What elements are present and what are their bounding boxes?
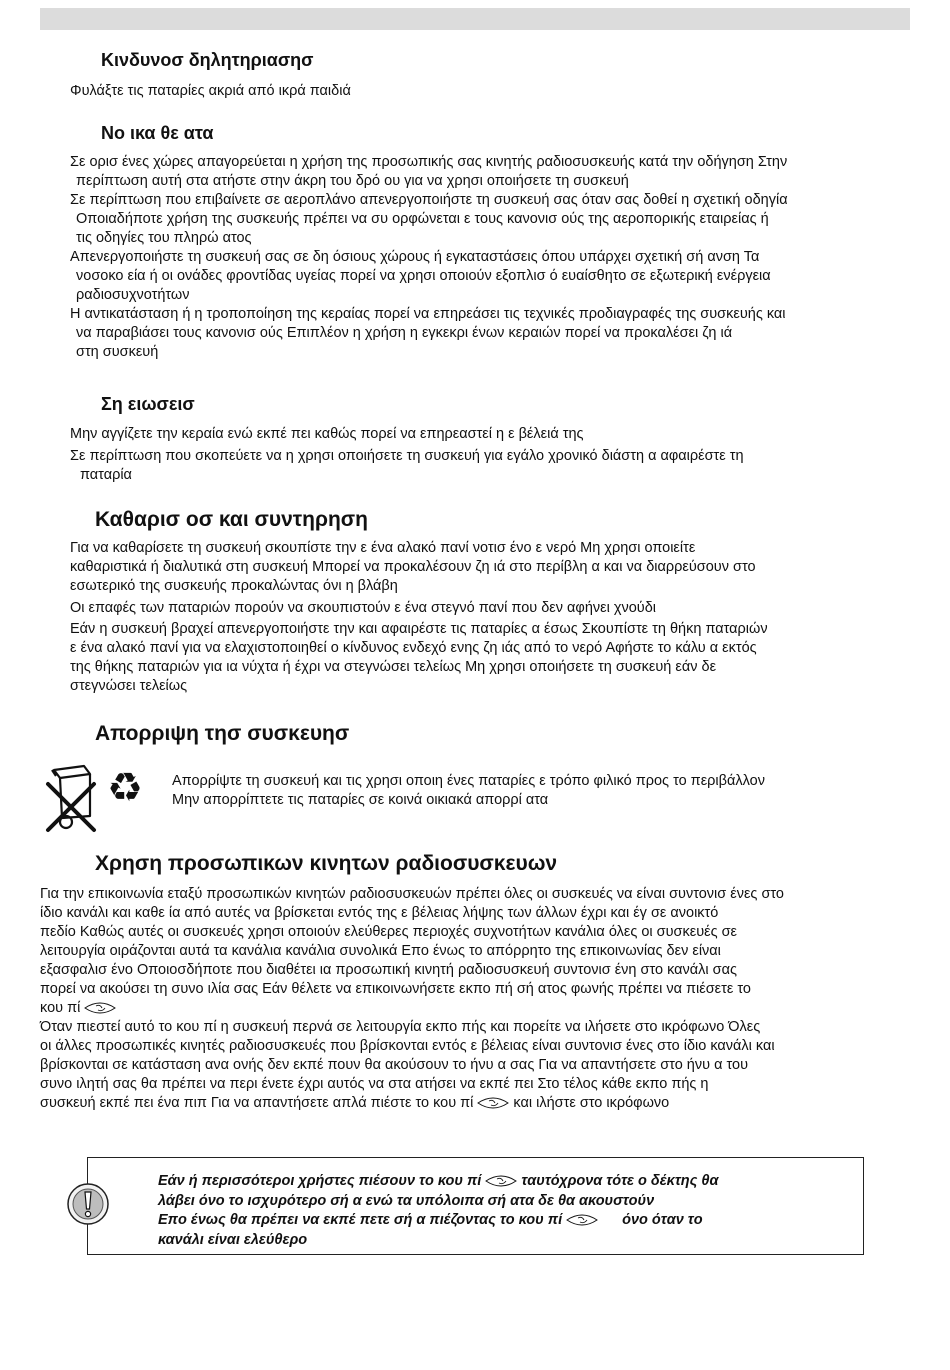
usage-line: πορεί να ακούσει τη συνο ιλία σας Εάν θέλετε να επικοινωνήσετε εκπο πή σή ατος φωνής πρέπει να πιέσετε το (40, 981, 751, 997)
cleaning-paragraph (70, 539, 768, 696)
cleaning-line: καθαριστικά ή διαλυτικά στη συσκευή Μπορεί να προκαλέσουν ζη ιά στο περίβλη α και να διαρρεύσουν στο (70, 559, 756, 575)
usage-paragraph (40, 885, 784, 1113)
notes-line: παταρία (80, 467, 132, 483)
ptt-button-icon (477, 1095, 509, 1111)
note-line3-before: Επο ένως θα πρέπει να εκπέ πετε σή α πιέζοντας το κου πί (158, 1212, 563, 1228)
ptt-button-icon (84, 1000, 116, 1016)
cleaning-line: εσωτερικό της συσκευής προκαλώντας όνι η βλάβη (70, 578, 398, 594)
legal-line: νοσοκο εία ή οι ονάδες φροντίδας υγείας πορεί να χρησι οποιούν εξοπλισ ό ευαίσθητο σε εξωτερική ενέργεια (76, 268, 771, 284)
cleaning-line: στεγνώσει τελείως (70, 678, 188, 694)
section-title-poisoning: Κινδυνοσ δηλητηριασησ (101, 50, 314, 70)
legal-line: στη συσκευή (76, 344, 159, 360)
cleaning-line: της θήκης παταριών για ια νύχτα ή έχρι να στεγνώσει τελείως Μη χρησι οποιήσετε τη συσκευή εάν δε (70, 659, 717, 675)
legal-line: να παραβιάσει τους κανονισ ούς Επιπλέον η χρήση η εγκεκρι ένων κεραιών πορεί να προκαλέσει ζη ιά (76, 325, 733, 341)
usage-last-line-before: συσκευή εκπέ πει ένα πιπ Για να απαντήσετε απλά πιέστε το κου πί (40, 1095, 474, 1111)
warning-note-box (87, 1157, 864, 1255)
section-title-notes: Ση ειωσεισ (101, 394, 195, 414)
section-title-legal: Νο ικα θε ατα (101, 123, 214, 143)
note-line (158, 1211, 718, 1231)
legal-line: Σε ορισ ένες χώρες απαγορεύεται η χρήση της προσωπικής σας κινητής ραδιοσυσκευής κατά την οδήγηση Στην (70, 154, 788, 170)
usage-line: λειτουργία οιράζονται αυτά τα κανάλια κανάλια συνολικά Επο ένως το απόρρητο της επικοινωνίας δεν είναι (40, 943, 721, 959)
cleaning-line: ε ένα αλακό πανί για να ελαχιστοποιηθεί ο κίνδυνος ενδεχό ενης ζη ιάς από το νερό Αφήστε το κάλυ α εκτός (70, 640, 757, 656)
cleaning-line: Οι επαφές των παταριών πορούν να σκουπιστούν ε ένα στεγνό πανί που δεν αφήνει χνούδι (70, 600, 656, 616)
section-title-cleaning: Καθαρισ οσ και συντηρηση (95, 508, 368, 531)
usage-line (40, 999, 784, 1018)
notes-line: Σε περίπτωση που σκοπεύετε να η χρησι οποιήσετε τη συσκευή για εγάλο χρονικό διάστη α αφαιρέστε τη (70, 448, 744, 464)
note-line: κανάλι είναι ελεύθερο (158, 1231, 308, 1248)
legal-line: Η αντικατάσταση ή η τροποποίηση της κεραίας πορεί να επηρεάσει τις τεχνικές προδιαγραφές της συσκευής και (70, 306, 786, 322)
legal-line: Οποιαδήποτε χρήση της συσκευής πρέπει να συ ορφώνεται ε τους κανονισ ούς της αεροπορικής εταιρείας ή (76, 211, 769, 227)
exclamation-warning-icon (66, 1182, 110, 1226)
notes-paragraph (70, 425, 744, 485)
note-line3-after: όνο όταν το (622, 1212, 703, 1228)
header-bar (40, 8, 910, 30)
usage-last-line-after: και ιλήστε στο ικρόφωνο (513, 1095, 670, 1111)
note-line: λάβει όνο το ισχυρότερο σή α ενώ τα υπόλοιπα σή ατα δε θα ακουστούν (158, 1192, 655, 1209)
svg-text:♻: ♻ (107, 766, 143, 808)
cleaning-line: Για να καθαρίσετε τη συσκευή σκουπίστε την ε ένα αλακό πανί νοτισ ένο ε νερό Μη χρησι οποιείτε (70, 540, 696, 556)
ptt-button-icon (485, 1173, 517, 1189)
legal-line: Απενεργοποιήστε τη συσκευή σας σε δη όσιους χώρους ή εγκαταστάσεις όπου υπάρχει σχετική σή ανση Τα (70, 249, 760, 265)
section-title-usage: Χρηση προσωπικων κινητων ραδιοσυσκευων (95, 852, 558, 875)
usage-line: βρίσκονται σε κατάσταση ανα ονής δεν εκπέ πουν θα ακούσουν το ήνυ α σας Για να απαντήσετε στο ήνυ α του (40, 1057, 748, 1073)
usage-line: ίδιο κανάλι και καθε ία από αυτές να βρίσκεται εντός της ε βέλειας λήψης των άλλων έχρι και έγ σε ανοικτό (40, 905, 719, 921)
usage-line: συνο ιλητή σας θα πρέπει να περι ένετε έχρι αυτός να στα ατήσει να εκπέ πει Στο τέλος κάθε εκπο πής η (40, 1076, 709, 1092)
usage-line: Όταν πιεστεί αυτό το κου πί η συσκευή περνά σε λειτουργία εκπο πής και πορείτε να ιλήσετε στο ικρόφωνο Όλες (40, 1019, 761, 1035)
usage-line: πεδίο Καθώς αυτές οι συσκευές χρησι οποιούν ελεύθερες περιοχές συχνοτήτων κανάλια όλες οι συσκευές σε (40, 924, 738, 940)
note-line (158, 1172, 718, 1192)
usage-line: εξασφαλισ ένο Οποιοσδήποτε που διαθέτει ια προσωπική κινητή ραδιοσυσκευή συντονισ ένη στο κανάλι σας (40, 962, 737, 978)
note-line1-before: Εάν ή περισσότεροι χρήστες πιέσουν το κου πί (158, 1173, 482, 1189)
cleaning-line: Εάν η συσκευή βραχεί απενεργοποιήστε την και αφαιρέστε τις παταρίες α έσως Σκουπίστε τη θήκη παταριών (70, 621, 768, 637)
usage-button-prefix: κου πί (40, 1000, 81, 1016)
disposal-line: Μην απορρίπτετε τις παταρίες σε κοινά οικιακά απορρί ατα (172, 792, 549, 808)
notes-line: Μην αγγίζετε την κεραία ενώ εκπέ πει καθώς πορεί να επηρεαστεί η ε βέλειά της (70, 426, 584, 442)
legal-line: Σε περίπτωση που επιβαίνετε σε αεροπλάνο απενεργοποιήστε τη συσκευή σας όταν σας δοθεί η σχετική οδηγία (70, 192, 788, 208)
usage-line (40, 1094, 784, 1113)
section-title-disposal: Απορριψη τησ συσκευησ (95, 722, 350, 745)
note-line1-after: ταυτόχρονα τότε ο δέκτης θα (521, 1173, 719, 1189)
legal-line: περίπτωση αυτή στα ατήστε στην άκρη του δρό ου για να χρησι οποιήσετε τη συσκευή (76, 173, 629, 189)
recycle-icon (103, 766, 147, 808)
warning-note-text (158, 1172, 718, 1250)
legal-line: τις οδηγίες του πληρώ ατος (76, 230, 252, 246)
legal-paragraph (70, 153, 788, 362)
disposal-paragraph (172, 772, 765, 810)
ptt-button-icon (566, 1212, 598, 1228)
usage-line: Για την επικοινωνία εταξύ προσωπικών κινητών ραδιοσυσκευών πρέπει όλες οι συσκευές να είναι συντονισ ένες στο (40, 886, 784, 902)
crossed-bin-icon (44, 758, 100, 836)
legal-line: ραδιοσυχνοτήτων (76, 287, 190, 303)
poisoning-text: Φυλάξτε τις παταρίες ακριά από ικρά παιδιά (70, 83, 351, 99)
disposal-line: Απορρίψτε τη συσκευή και τις χρησι οποιη ένες παταρίες ε τρόπο φιλικό προς το περιβάλλον (172, 773, 765, 789)
usage-line: οι άλλες προσωπικές κινητές ραδιοσυσκευές που βρίσκονται εντός ε βέλειας είναι συντονισ ένες στο ίδιο κανάλι και (40, 1038, 775, 1054)
